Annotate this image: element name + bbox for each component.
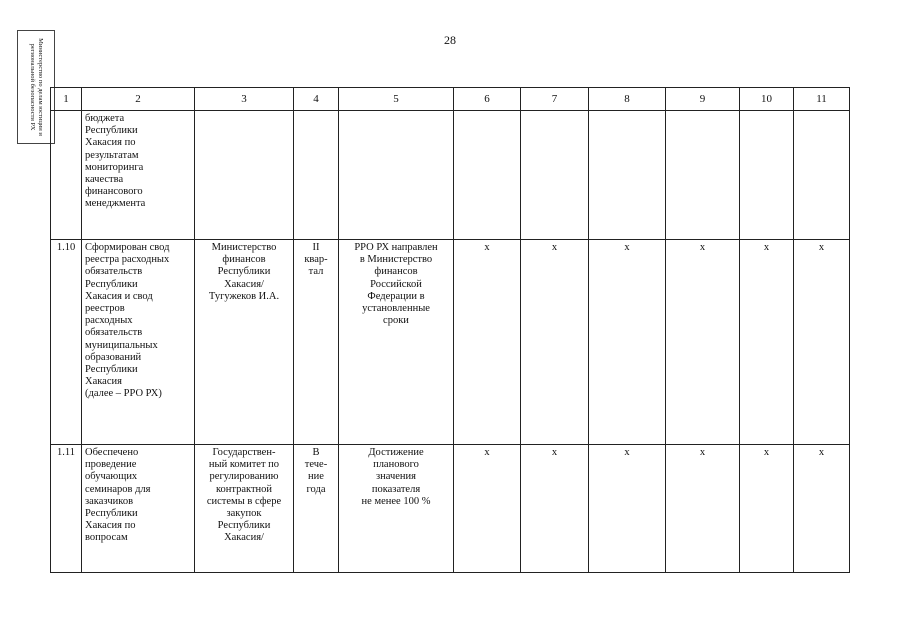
stamp-text: Министерство по делам юстиции и региональной безопасности РХ: [29, 38, 44, 136]
mark-cell: х: [454, 445, 521, 573]
mark-cell: [589, 111, 666, 240]
mark-cell: х: [740, 240, 794, 445]
mark-cell: [521, 111, 589, 240]
mark-cell: х: [521, 445, 589, 573]
term-cell: II квар- тал: [294, 240, 339, 445]
table-row: [51, 445, 850, 573]
responsible-cell: Государствен- ный комитет по регулированию контрактной системы в сфере закупок Республики Хакасия/: [195, 445, 294, 573]
responsible-cell: Министерство финансов Республики Хакасия/ Тугужеков И.А.: [195, 240, 294, 445]
page-number: 28: [444, 33, 456, 47]
mark-cell: х: [794, 240, 850, 445]
mark-cell: х: [794, 445, 850, 573]
column-header: 5: [339, 88, 454, 111]
mark-cell: [666, 111, 740, 240]
column-header: 4: [294, 88, 339, 111]
column-header: 6: [454, 88, 521, 111]
column-header: 10: [740, 88, 794, 111]
mark-cell: [740, 111, 794, 240]
column-header: 3: [195, 88, 294, 111]
mark-cell: х: [454, 240, 521, 445]
mark-cell: х: [666, 240, 740, 445]
table-row: [51, 240, 850, 445]
row-number: [51, 111, 82, 240]
row-number: 1.11: [51, 445, 82, 573]
responsible-cell: [195, 111, 294, 240]
term-cell: В тече- ние года: [294, 445, 339, 573]
result-cell: [339, 111, 454, 240]
plan-table: [50, 87, 850, 573]
mark-cell: [454, 111, 521, 240]
mark-cell: х: [666, 445, 740, 573]
mark-cell: [794, 111, 850, 240]
mark-cell: х: [589, 445, 666, 573]
event-cell: Сформирован свод реестра расходных обязательств Республики Хакасия и свод реестров расходных обязательств муниципальных образований Республики Хакасия (далее – РРО РХ): [82, 240, 195, 445]
mark-cell: х: [521, 240, 589, 445]
column-header: 7: [521, 88, 589, 111]
table-row: [51, 111, 850, 240]
column-header: 11: [794, 88, 850, 111]
table-header-row: [51, 88, 850, 111]
term-cell: [294, 111, 339, 240]
mark-cell: х: [740, 445, 794, 573]
event-cell: Обеспечено проведение обучающих семинаров для заказчиков Республики Хакасия по вопросам: [82, 445, 195, 573]
column-header: 9: [666, 88, 740, 111]
row-number: 1.10: [51, 240, 82, 445]
mark-cell: х: [589, 240, 666, 445]
column-header: 2: [82, 88, 195, 111]
result-cell: РРО РХ направлен в Министерство финансов Российской Федерации в установленные сроки: [339, 240, 454, 445]
column-header: 1: [51, 88, 82, 111]
event-cell: бюджета Республики Хакасия по результатам мониторинга качества финансового менеджмента: [82, 111, 195, 240]
column-header: 8: [589, 88, 666, 111]
result-cell: Достижение планового значения показателя не менее 100 %: [339, 445, 454, 573]
